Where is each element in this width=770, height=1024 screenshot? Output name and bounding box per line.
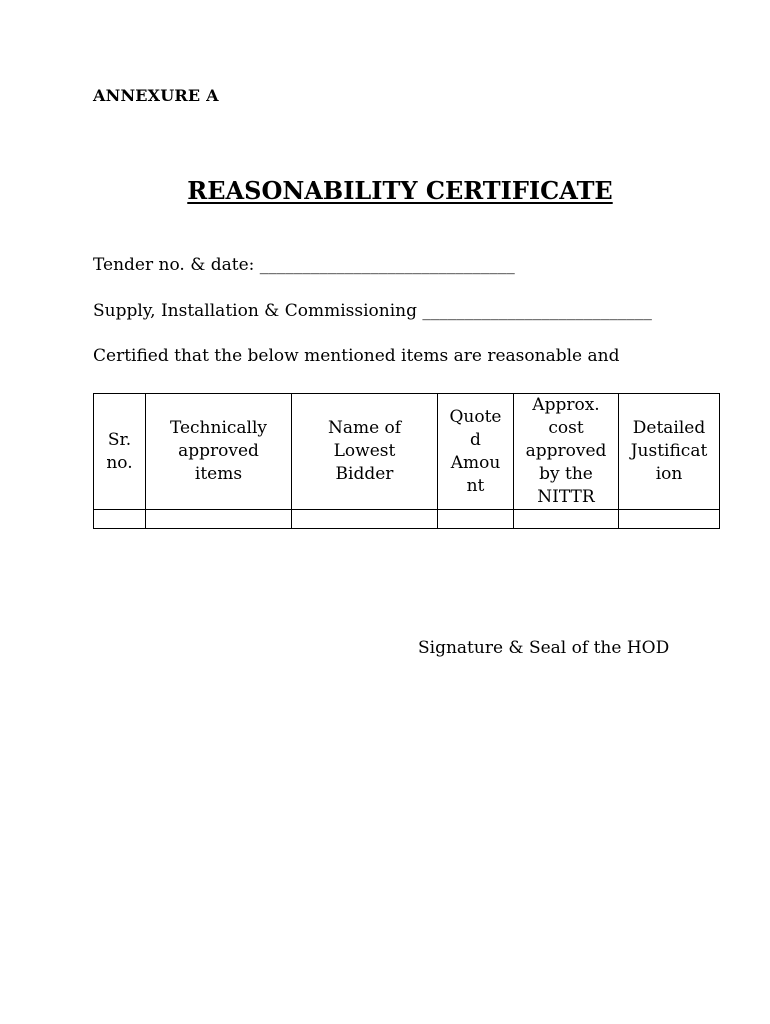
table-cell	[146, 510, 292, 529]
header-text: Amou	[450, 452, 501, 473]
items-table	[93, 393, 720, 529]
tender-line: Tender no. & date: ______________________________	[93, 255, 515, 275]
header-text: nt	[466, 475, 485, 496]
header-text: d	[470, 429, 481, 450]
header-text: Bidder	[335, 464, 394, 484]
header-text: Lowest	[333, 441, 396, 461]
header-text: no.	[106, 452, 133, 473]
table-header-row	[94, 394, 720, 510]
header-text: Quote	[449, 406, 502, 427]
header-text: Justificat	[630, 441, 708, 461]
table-cell	[438, 510, 514, 529]
annexure-label: ANNEXURE A	[93, 86, 219, 105]
table-cell	[514, 510, 619, 529]
header-text: Technically	[169, 418, 268, 438]
header-sr-no	[94, 394, 146, 510]
table-cell	[292, 510, 438, 529]
certificate-title: REASONABILITY CERTIFICATE	[187, 176, 613, 205]
header-name-of-lowest-bidder	[292, 394, 438, 510]
header-text: Name of	[327, 418, 402, 438]
table-cell	[619, 510, 720, 529]
table-cell	[94, 510, 146, 529]
header-text: items	[194, 464, 243, 484]
signature-line: Signature & Seal of the HOD	[418, 638, 670, 658]
header-text: Sr.	[107, 429, 132, 450]
header-text: by the	[539, 464, 593, 484]
certified-line: Certified that the below mentioned items are reasonable and	[93, 346, 620, 366]
header-text: cost	[548, 418, 584, 438]
header-text: approved	[525, 441, 607, 461]
header-detailed-justification	[619, 394, 720, 510]
header-text: approved	[178, 441, 259, 461]
header-technically-approved-items	[146, 394, 292, 510]
supply-line: Supply, Installation & Commissioning ___________________________	[93, 301, 652, 321]
header-text: ion	[655, 464, 683, 484]
header-approx-cost	[514, 394, 619, 510]
table-row	[94, 510, 720, 529]
header-text: Detailed	[632, 418, 706, 438]
header-quoted-amount	[438, 394, 514, 510]
header-text: NITTR	[537, 487, 595, 507]
header-text: Approx.	[532, 395, 600, 415]
